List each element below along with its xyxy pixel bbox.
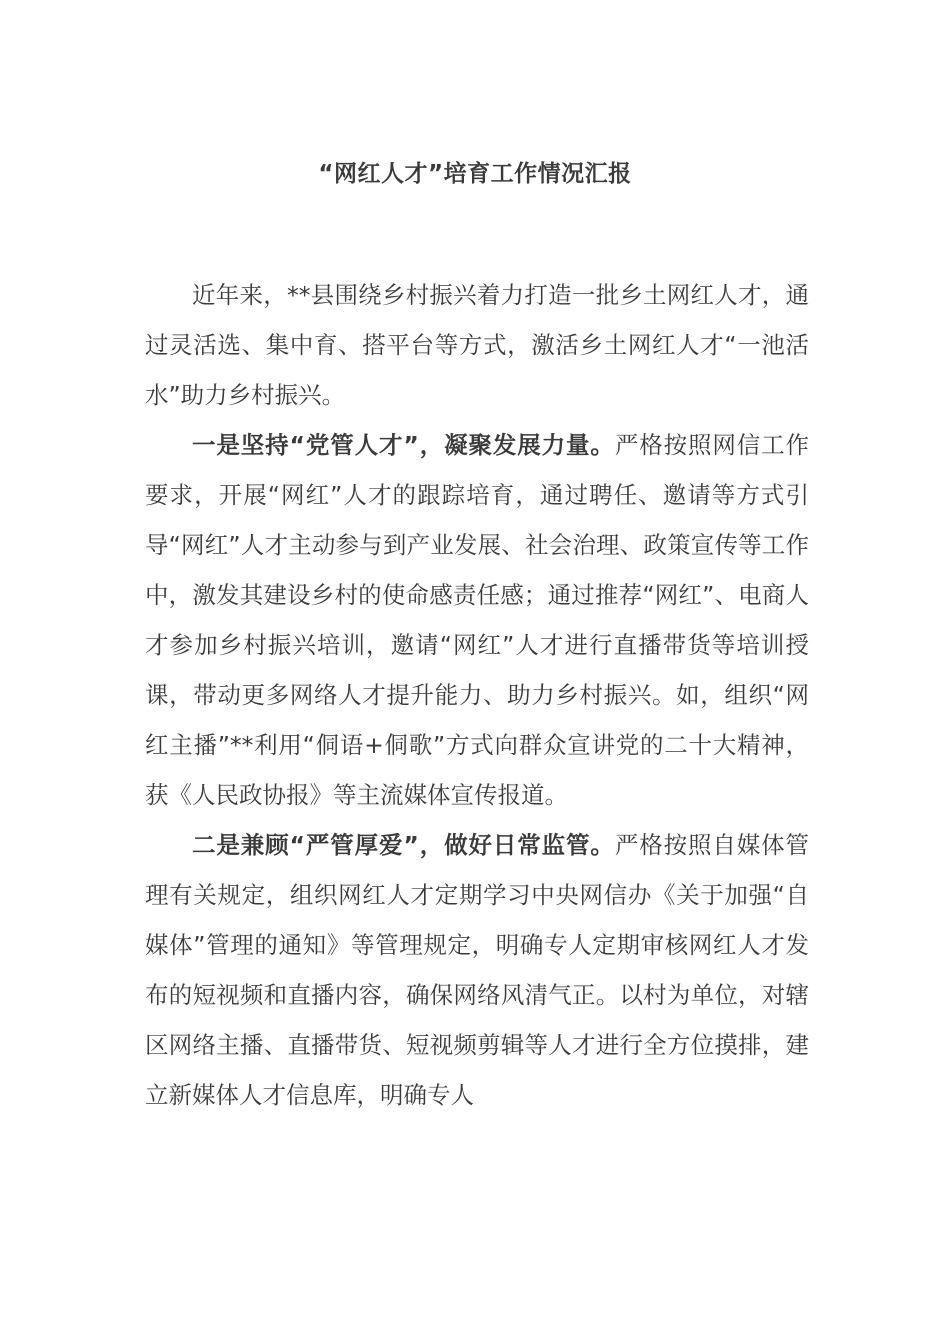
document-title: “网红人才”培育工作情况汇报 <box>318 161 632 187</box>
document-body <box>145 270 809 1120</box>
paragraph-intro <box>145 270 809 420</box>
paragraph-point-one-heading: 一是坚持“党管人才”，凝聚发展力量。 <box>192 431 615 459</box>
paragraph-point-two <box>145 820 809 1120</box>
paragraph-point-one <box>145 420 809 820</box>
paragraph-point-one-text: 严格按照网信工作要求，开展“网红”人才的跟踪培育，通过聘任、邀请等方式引导“网红”人才主动参与到产业发展、社会治理、政策宣传等工作中，激发其建设乡村的使命感责任感；通过推荐“网红”、电商人才参加乡村振兴培训，邀请“网红”人才进行直播带货等培训授课，带动更多网络人才提升能力、助力乡村振兴。如，组织“网红主播”**利用“侗语+侗歌”方式向群众宣讲党的二十大精神，获《人民政协报》等主流媒体宣传报道。 <box>145 431 810 809</box>
paragraph-point-two-heading: 二是兼顾“严管厚爱”，做好日常监管。 <box>192 831 615 859</box>
paragraph-intro-text: 近年来，**县围绕乡村振兴着力打造一批乡土网红人才，通过灵活选、集中育、搭平台等方式，激活乡土网红人才“一池活水”助力乡村振兴。 <box>145 281 809 409</box>
paragraph-point-two-text: 严格按照自媒体管理有关规定，组织网红人才定期学习中央网信办《关于加强“自媒体”管理的通知》等管理规定，明确专人定期审核网红人才发布的短视频和直播内容，确保网络风清气正。以村为单位，对辖区网络主播、直播带货、短视频剪辑等人才进行全方位摸排，建立新媒体人才信息库，明确专人 <box>145 831 810 1109</box>
